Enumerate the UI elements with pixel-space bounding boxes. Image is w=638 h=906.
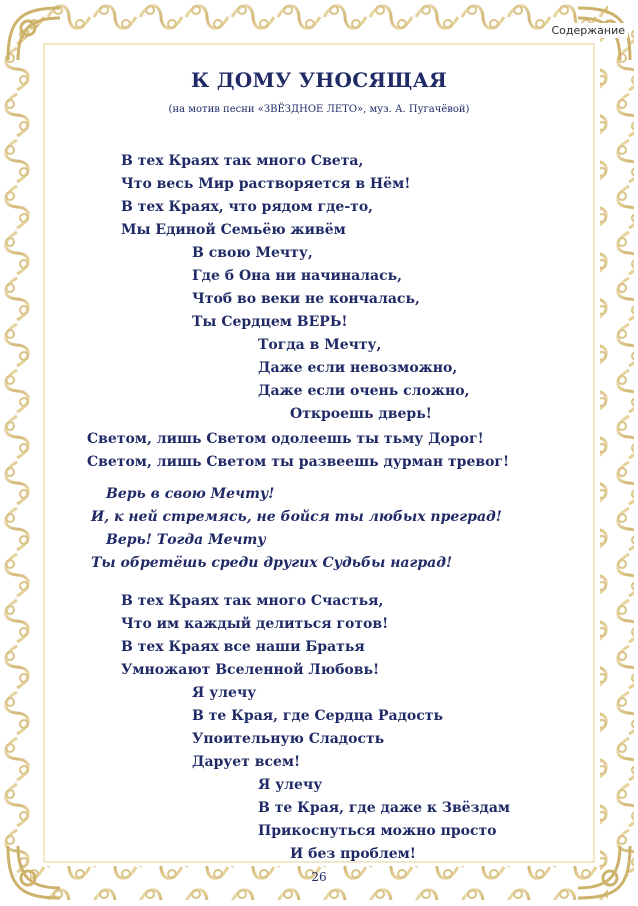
verse2-line: Упоительную Сладость <box>192 731 385 747</box>
verse1-line: Даже если невозможно, <box>258 360 458 376</box>
verse1-line: В тех Краях, что рядом где-то, <box>121 199 374 215</box>
chorus-line: И, к ней стремясь, не бойся ты любых преград! <box>91 509 502 525</box>
verse2-line: В те Края, где Сердца Радость <box>192 708 443 724</box>
verse1-line: В свою Мечту, <box>192 245 313 261</box>
verse1-line: Ты Сердцем ВЕРЬ! <box>192 314 348 330</box>
verse2-line: В те Края, где даже к Звёздам <box>258 800 511 816</box>
verse2-line: Я улечу <box>258 777 323 793</box>
verse2-line: Я улечу <box>192 685 257 701</box>
verse2-line: Прикоснуться можно просто <box>258 823 497 839</box>
verse1-line: Чтоб во веки не кончалась, <box>192 291 420 307</box>
verse1-line: Откроешь дверь! <box>290 406 432 422</box>
chorus-line: Верь в свою Мечту! <box>106 486 275 502</box>
verse1-line: Где б Она ни начиналась, <box>192 268 402 284</box>
verse1-line: Мы Единой Семьёю живём <box>121 222 346 238</box>
contents-link[interactable]: Содержание <box>548 23 628 38</box>
verse2-line: Дарует всем! <box>192 754 301 770</box>
verse2-line: В тех Краях так много Счастья, <box>121 593 384 609</box>
chorus-line: Ты обретёшь среди других Судьбы наград! <box>91 555 453 571</box>
verse1-line: Тогда в Мечту, <box>258 337 382 353</box>
verse2-line: Что им каждый делиться готов! <box>121 616 389 632</box>
chorus-line: Верь! Тогда Мечту <box>106 532 266 548</box>
bridge-line: Светом, лишь Светом ты развеешь дурман тревог! <box>87 454 510 470</box>
verse2-line: В тех Краях все наши Братья <box>121 639 365 655</box>
verse1-line: Что весь Мир растворяется в Нём! <box>121 176 411 192</box>
verse1-line: Даже если очень сложно, <box>258 383 470 399</box>
verse1-line: В тех Краях так много Света, <box>121 153 364 169</box>
song-title: К ДОМУ УНОСЯЩАЯ <box>190 68 448 92</box>
song-subtitle: (на мотив песни «ЗВЁЗДНОЕ ЛЕТО», муз. А. Пугачёвой) <box>168 104 470 115</box>
verse2-line: И без проблем! <box>290 846 416 862</box>
page-number: 26 <box>311 870 327 884</box>
verse2-line: Умножают Вселенной Любовь! <box>121 662 380 678</box>
bridge-line: Светом, лишь Светом одолеешь ты тьму Дорог! <box>87 431 484 447</box>
